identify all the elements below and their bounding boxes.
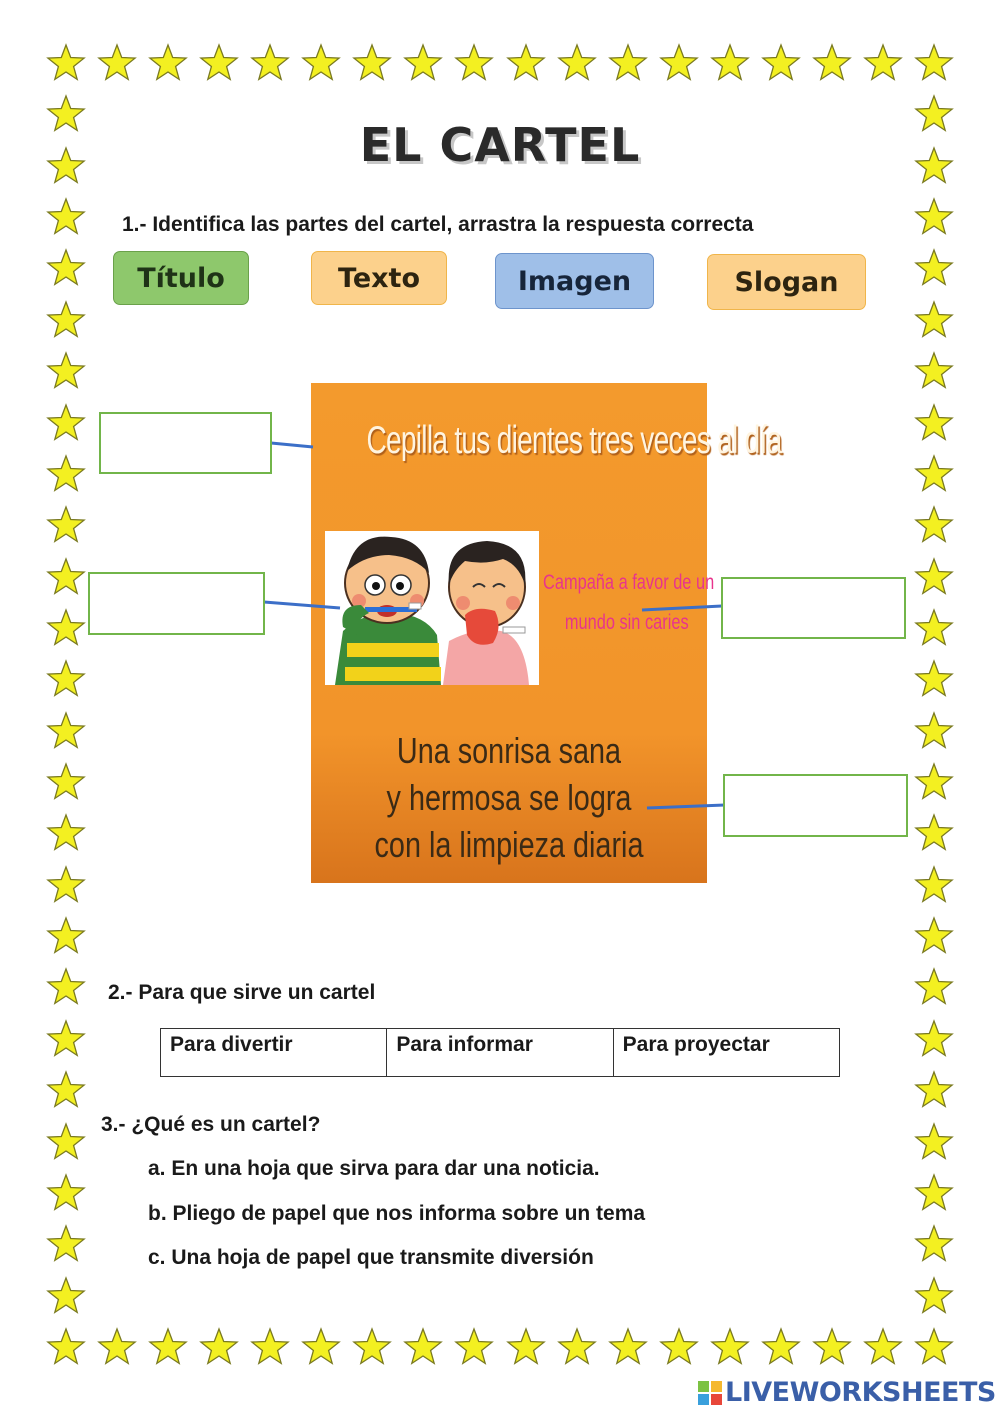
- star-icon: [710, 1328, 750, 1368]
- star-icon: [46, 1123, 86, 1163]
- star-icon: [914, 1174, 954, 1214]
- star-icon: [97, 1328, 137, 1368]
- poster-text-line-3: con la limpieza diaria: [374, 824, 644, 865]
- question-2: 2.- Para que sirve un cartel: [108, 981, 376, 1004]
- star-icon: [557, 1328, 597, 1368]
- poster-title: Cepilla tus dientes tres veces al día: [366, 419, 782, 462]
- star-icon: [454, 1328, 494, 1368]
- star-icon: [46, 1020, 86, 1060]
- liveworksheets-wordmark: LIVEWORKSHEETS: [725, 1377, 996, 1408]
- star-icon: [46, 1071, 86, 1111]
- star-icon: [914, 1328, 954, 1368]
- question-3: 3.- ¿Qué es un cartel?: [101, 1113, 321, 1136]
- option-para-divertir[interactable]: Para divertir: [161, 1029, 387, 1077]
- star-icon: [46, 1328, 86, 1368]
- question-1: 1.- Identifica las partes del cartel, arrastra la respuesta correcta: [122, 213, 754, 236]
- drop-box-slogan[interactable]: [721, 577, 906, 639]
- option-para-informar[interactable]: Para informar: [387, 1029, 613, 1077]
- star-icon: [46, 1174, 86, 1214]
- star-icon: [506, 1328, 546, 1368]
- drop-box-title[interactable]: [99, 412, 272, 474]
- star-icon: [914, 1123, 954, 1163]
- star-icon: [914, 1071, 954, 1111]
- star-icon: [403, 1328, 443, 1368]
- poster-slogan-line-1: Campaña a favor de un: [543, 571, 715, 594]
- poster-text-line-1: Una sonrisa sana: [396, 730, 622, 771]
- liveworksheets-logo-icon: [698, 1381, 722, 1405]
- star-icon: [608, 1328, 648, 1368]
- star-icon: [46, 1225, 86, 1265]
- question-2-options: [160, 1028, 840, 1077]
- poster-slogan-line-2: mundo sin caries: [564, 611, 689, 634]
- drop-box-image[interactable]: [88, 572, 265, 635]
- star-icon: [914, 1020, 954, 1060]
- chip-imagen-label: Imagen: [517, 265, 632, 297]
- poster-text-line-2: y hermosa se logra: [386, 777, 632, 818]
- star-icon: [301, 1328, 341, 1368]
- option-a[interactable]: a. En una hoja que sirva para dar una noticia.: [148, 1157, 600, 1180]
- chip-titulo-label: Título: [137, 262, 225, 294]
- star-icon: [863, 1328, 903, 1368]
- star-icon: [914, 1225, 954, 1265]
- option-para-proyectar[interactable]: Para proyectar: [613, 1029, 839, 1077]
- chip-slogan-label: Slogan: [734, 266, 839, 298]
- star-icon: [352, 1328, 392, 1368]
- star-icon: [812, 1328, 852, 1368]
- star-icon: [46, 1277, 86, 1317]
- star-icon: [659, 1328, 699, 1368]
- star-icon: [761, 1328, 801, 1368]
- option-c[interactable]: c. Una hoja de papel que transmite diversión: [148, 1246, 594, 1269]
- star-icon: [199, 1328, 239, 1368]
- drop-box-text[interactable]: [723, 774, 908, 837]
- star-icon: [148, 1328, 188, 1368]
- option-b[interactable]: b. Pliego de papel que nos informa sobre un tema: [148, 1202, 646, 1225]
- page-title: EL CARTEL: [359, 118, 641, 172]
- liveworksheets-logo: [698, 1377, 996, 1408]
- star-icon: [250, 1328, 290, 1368]
- star-icon: [914, 1277, 954, 1317]
- chip-texto-label: Texto: [337, 262, 420, 294]
